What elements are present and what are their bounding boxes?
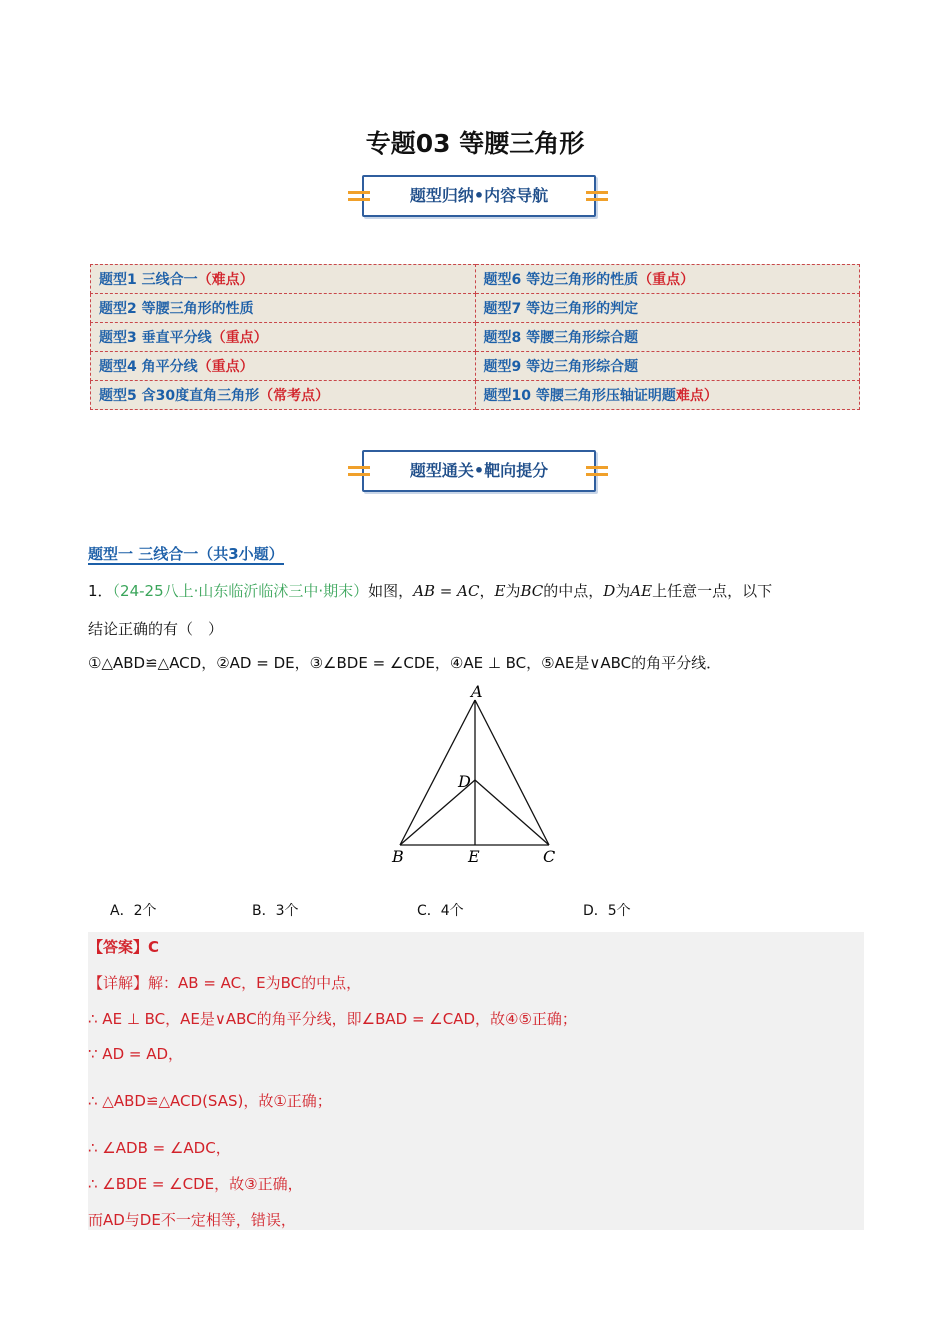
triangle-figure [380,682,580,868]
answer-line: ∵ AD = AD， [88,1045,184,1063]
segment-cd [475,780,549,845]
nav-item[interactable]: 题型5 含30度直角三角形（常考点） [91,381,476,410]
q-math: BC [520,582,544,600]
answer-line: ∴ AE ⊥ BC，AE是∨ABC的角平分线，即∠BAD = ∠CAD，故④⑤正确； [88,1010,577,1028]
choice-d[interactable]: D．5个 [583,903,631,919]
question-line-2: 结论正确的有（ ） [88,620,224,638]
nav-banner-label: 题型归纳•内容导航 [409,186,549,205]
dash-right-icon [586,177,610,215]
dash-left-icon [348,452,372,490]
q-math: AB = AC [413,582,480,600]
choice-b[interactable]: B．3个 [252,903,299,919]
answer-head: 【答案】C [88,938,160,956]
nav-item[interactable]: 题型8 等腰三角形综合题 [475,323,860,352]
label-b: B [392,847,404,866]
side-ac [475,700,549,845]
q-math: E [494,582,506,600]
nav-item[interactable]: 题型9 等边三角形综合题 [475,352,860,381]
answer-box [88,932,864,1230]
nav-item[interactable]: 题型1 三线合一（难点） [91,265,476,294]
nav-row [91,352,860,381]
label-a: A [471,682,483,701]
answer-line: ∴ ∠BDE = ∠CDE，故③正确， [88,1175,303,1193]
answer-line: ∴ ∠ADB = ∠ADC， [88,1139,231,1157]
answer-line: 而AD与DE不一定相等，错误， [88,1211,296,1229]
page-title: 专题03 等腰三角形 [365,129,585,158]
choice-c[interactable]: C．4个 [417,903,464,919]
label-d: D [458,772,471,791]
nav-item[interactable]: 题型10 等腰三角形压轴证明题难点） [475,381,860,410]
q-text: 的中点， [543,582,604,600]
q-math: AE [630,582,653,600]
nav-row [91,323,860,352]
nav-row [91,381,860,410]
nav-banner [362,175,596,217]
nav-item[interactable]: 题型6 等边三角形的性质（重点） [475,265,860,294]
q-text: ， [479,582,495,600]
nav-item[interactable]: 题型2 等腰三角形的性质 [91,294,476,323]
question-source: （24-25八上·山东临沂临沭三中·期末） [112,582,369,600]
question-line-1 [88,580,772,601]
nav-row [91,265,860,294]
choice-a[interactable]: A．2个 [110,903,157,919]
answer-line: 【详解】解：AB = AC，E为BC的中点， [88,974,362,992]
nav-item[interactable]: 题型3 垂直平分线（重点） [91,323,476,352]
question-number: 1． [88,582,113,600]
nav-item[interactable]: 题型4 角平分线（重点） [91,352,476,381]
dash-left-icon [348,177,372,215]
dash-right-icon [586,452,610,490]
q-text: 如图， [368,582,414,600]
nav-row [91,294,860,323]
q-text: 上任意一点，以下 [652,582,773,600]
q-text: 为 [615,582,631,600]
nav-item[interactable]: 题型7 等边三角形的判定 [475,294,860,323]
q-text: 为 [505,582,521,600]
practice-banner [362,450,596,492]
q-math: D [603,582,616,600]
answer-line: ∴ △ABD≌△ACD(SAS)，故①正确； [88,1092,332,1110]
label-e: E [468,847,480,866]
topic-nav-table [90,264,860,410]
question-statements: ①△ABD≌△ACD，②AD = DE，③∠BDE = ∠CDE，④AE ⊥ BC，⑤AE是∨ABC的角平分线． [88,654,722,672]
practice-banner-label: 题型通关•靶向提分 [409,461,549,480]
section-heading[interactable]: 题型一 三线合一（共3小题） [88,545,284,563]
label-c: C [543,847,556,866]
